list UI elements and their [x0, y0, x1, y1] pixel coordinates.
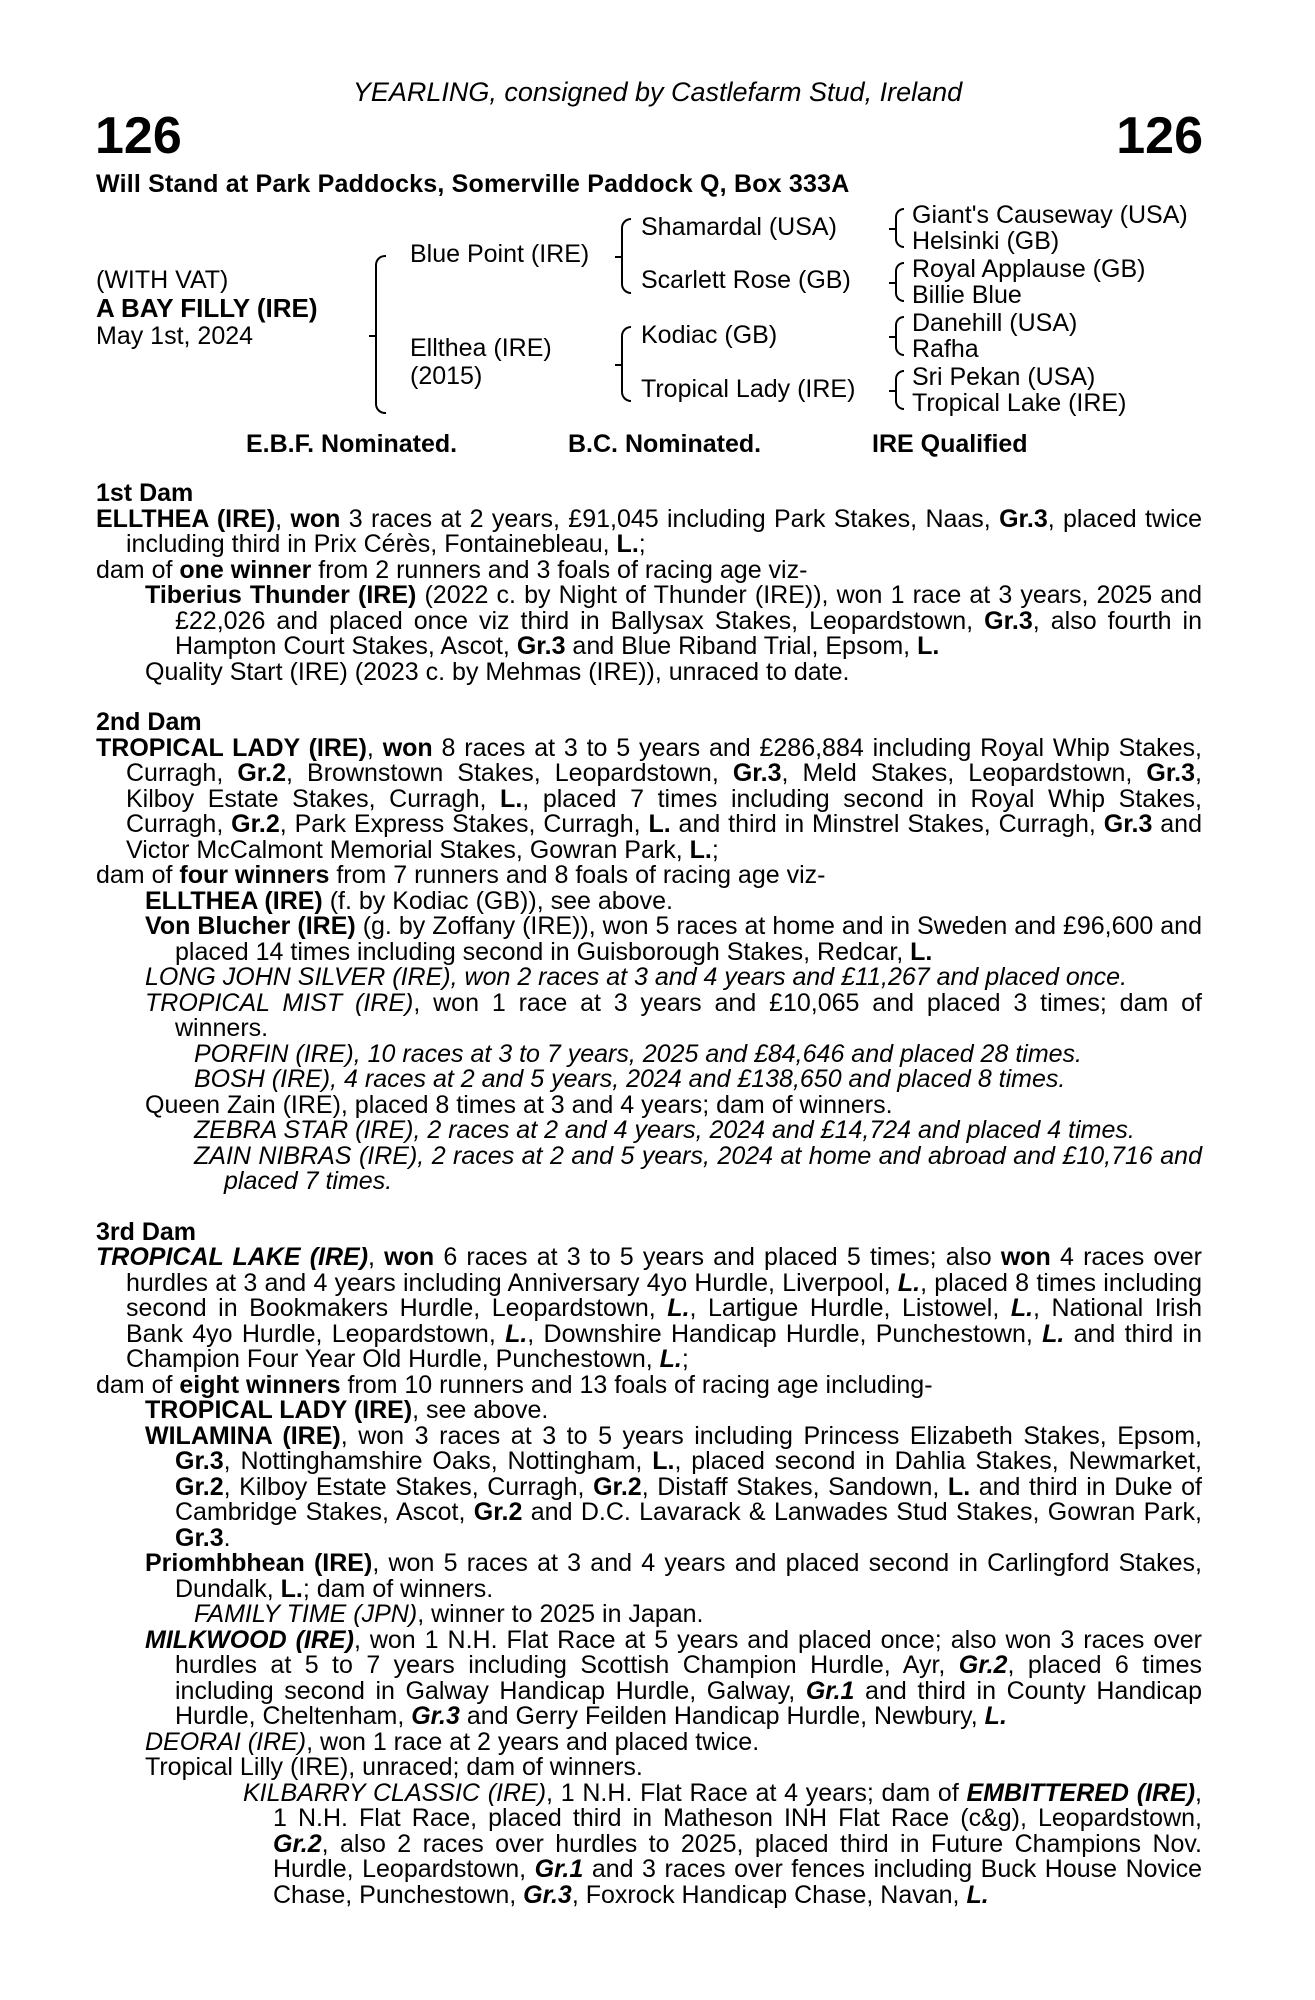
sire-name: Blue Point (IRE)	[410, 240, 590, 268]
pedigree-brace-g3	[895, 316, 904, 356]
produce-entry: Tiberius Thunder (IRE) (2022 c. by Night of Thunder (IRE)), won 1 race at 3 years, 2025 and £22,026 and placed once viz third in Ballysax Stakes, Leopardstown, Gr.3, also fourth in Hampton Court Stakes, Ascot, Gr.3 and Blue Riband Trial, Epsom, L.	[145, 581, 1203, 660]
ancestor-8: Tropical Lake (IRE)	[912, 389, 1127, 417]
sire-sire: Shamardal (USA)	[641, 213, 837, 241]
pedigree-brace-g2	[895, 262, 904, 302]
dam-dam: Tropical Lady (IRE)	[641, 375, 856, 403]
produce-entry: WILAMINA (IRE), won 3 races at 3 to 5 years including Princess Elizabeth Stakes, Epsom, Gr.3, Nottinghamshire Oaks, Nottingham, L., placed second in Dahlia Stakes, Newmarket, Gr.2, Kilboy Estate Stakes, Curragh, Gr.2, Distaff Stakes, Sandown, L. and third in Duke of Cambridge Stakes, Ascot, Gr.2 and D.C. Lavarack & Lanwades Stud Stakes, Gowran Park, Gr.3.	[145, 1421, 1203, 1552]
pedigree-brace-sire	[621, 218, 631, 294]
lot-number-left: 126	[95, 107, 182, 165]
produce-entry: Priomhbhean (IRE), won 5 races at 3 and 4 years and placed second in Carlingford Stakes, Dundalk, L.; dam of winners.	[145, 1549, 1203, 1603]
foaling-date: May 1st, 2024	[96, 322, 254, 350]
bc-nominated: B.C. Nominated.	[568, 430, 762, 458]
ancestor-2: Helsinki (GB)	[912, 227, 1060, 255]
produce-entry: Quality Start (IRE) (2023 c. by Mehmas (IRE)), unraced to date.	[145, 657, 850, 686]
produce-entry: Queen Zain (IRE), placed 8 times at 3 and 4 years; dam of winners.	[145, 1090, 893, 1119]
produce-entry: BOSH (IRE), 4 races at 2 and 5 years, 2024 and £138,650 and placed 8 times.	[194, 1065, 1066, 1093]
pedigree-brace-dam	[621, 326, 631, 402]
vat-note: (WITH VAT)	[96, 266, 229, 294]
ebf-nominated: E.B.F. Nominated.	[246, 430, 458, 458]
pedigree-brace-main	[375, 255, 386, 414]
produce-entry: FAMILY TIME (JPN), winner to 2025 in Japan.	[194, 1600, 704, 1628]
pedigree-brace-g4	[895, 370, 904, 410]
section-title: 2nd Dam	[96, 708, 202, 736]
section-title: 1st Dam	[96, 479, 194, 507]
ancestor-4: Billie Blue	[912, 281, 1022, 309]
dam-name: Ellthea (IRE)	[410, 334, 552, 362]
section-title: 3rd Dam	[96, 1217, 197, 1246]
produce-entry: LONG JOHN SILVER (IRE), won 2 races at 3 and 4 years and £11,267 and placed once.	[145, 963, 1128, 991]
dam-record: TROPICAL LAKE (IRE), won 6 races at 3 to 5 years and placed 5 times; also won 4 races over hurdles at 3 and 4 years including Anniversary 4yo Hurdle, Liverpool, L., placed 8 times including second in Bookmakers Hurdle, Leopardstown, L., Lartigue Hurdle, Listowel, L., National Irish Bank 4yo Hurdle, Leopardstown, L., Downshire Handicap Hurdle, Punchestown, L. and third in Champion Four Year Old Hurdle, Punchestown, L.;	[96, 1243, 1203, 1373]
horse-name: A BAY FILLY (IRE)	[96, 293, 318, 323]
pedigree-brace-g1	[895, 208, 904, 248]
catalogue-body	[96, 481, 1202, 1908]
produce-entry: Von Blucher (IRE) (g. by Zoffany (IRE)), won 5 races at home and in Sweden and £96,600 and placed 14 times including second in Guisborough Stakes, Redcar, L.	[145, 912, 1202, 966]
produce-entry: TROPICAL LADY (IRE), see above.	[145, 1396, 549, 1424]
produce-summary: dam of eight winners from 10 runners and 13 foals of racing age including-	[96, 1370, 933, 1399]
dam-record: TROPICAL LADY (IRE), won 8 races at 3 to 5 years and £286,884 including Royal Whip Stakes, Curragh, Gr.2, Brownstown Stakes, Leopardstown, Gr.3, Meld Stakes, Leopardstown, Gr.3, Kilboy Estate Stakes, Curragh, L., placed 7 times including second in Royal Whip Stakes, Curragh, Gr.2, Park Express Stakes, Curragh, L. and third in Minstrel Stakes, Curragh, Gr.3 and Victor McCalmont Memorial Stakes, Gowran Park, L.;	[96, 733, 1202, 864]
produce-entry: TROPICAL MIST (IRE), won 1 race at 3 years and £10,065 and placed 3 times; dam of winners.	[145, 988, 1202, 1042]
produce-entry: MILKWOOD (IRE), won 1 N.H. Flat Race at 5 years and placed once; also won 3 races over hurdles at 5 to 7 years including Scottish Champion Hurdle, Ayr, Gr.2, placed 6 times including second in Galway Handicap Hurdle, Galway, Gr.1 and third in County Handicap Hurdle, Cheltenham, Gr.3 and Gerry Feilden Handicap Hurdle, Newbury, L.	[145, 1625, 1202, 1730]
produce-entry: ZEBRA STAR (IRE), 2 races at 2 and 4 years, 2024 and £14,724 and placed 4 times.	[194, 1116, 1135, 1144]
produce-entry: ZAIN NIBRAS (IRE), 2 races at 2 and 5 years, 2024 at home and abroad and £10,716 and placed 7 times.	[194, 1141, 1202, 1195]
second-dam-section	[96, 710, 1202, 1195]
dam-record: ELLTHEA (IRE), won 3 races at 2 years, £91,045 including Park Stakes, Naas, Gr.3, placed twice including third in Prix Cérès, Fontainebleau, L.;	[96, 504, 1202, 558]
sire-dam: Scarlett Rose (GB)	[641, 266, 851, 294]
produce-entry: DEORAI (IRE), won 1 race at 2 years and placed twice.	[145, 1727, 760, 1756]
produce-summary: dam of four winners from 7 runners and 8 foals of racing age viz-	[96, 861, 826, 889]
produce-entry: ELLTHEA (IRE) (f. by Kodiac (GB)), see above.	[145, 886, 673, 915]
consignment-subtitle: YEARLING, consigned by Castlefarm Stud, Ireland	[352, 77, 963, 107]
ancestor-5: Danehill (USA)	[912, 309, 1078, 337]
third-dam-section	[96, 1217, 1203, 1909]
produce-summary: dam of one winner from 2 runners and 3 foals of racing age viz-	[96, 555, 808, 584]
ancestor-1: Giant's Causeway (USA)	[912, 201, 1188, 229]
dam-year: (2015)	[410, 362, 483, 390]
first-dam-section	[96, 481, 1202, 685]
produce-entry: PORFIN (IRE), 10 races at 3 to 7 years, 2025 and £84,646 and placed 28 times.	[194, 1039, 1082, 1068]
ire-qualified: IRE Qualified	[872, 430, 1028, 458]
ancestor-3: Royal Applause (GB)	[912, 255, 1146, 283]
produce-entry: Tropical Lilly (IRE), unraced; dam of winners.	[145, 1753, 643, 1781]
ancestor-7: Sri Pekan (USA)	[912, 363, 1096, 391]
lot-number-right: 126	[1116, 107, 1203, 165]
produce-entry: KILBARRY CLASSIC (IRE), 1 N.H. Flat Race at 4 years; dam of EMBITTERED (IRE), 1 N.H. Flat Race, placed third in Matheson INH Flat Race (c&g), Leopardstown, Gr.2, also 2 races over hurdles to 2025, placed third in Future Champions Nov. Hurdle, Leopardstown, Gr.1 and 3 races over fences including Buck House Novice Chase, Punchestown, Gr.3, Foxrock Handicap Chase, Navan, L.	[243, 1778, 1202, 1909]
stand-location: Will Stand at Park Paddocks, Somerville Paddock Q, Box 333A	[96, 170, 850, 198]
dam-sire: Kodiac (GB)	[641, 321, 778, 349]
ancestor-6: Rafha	[912, 335, 979, 363]
